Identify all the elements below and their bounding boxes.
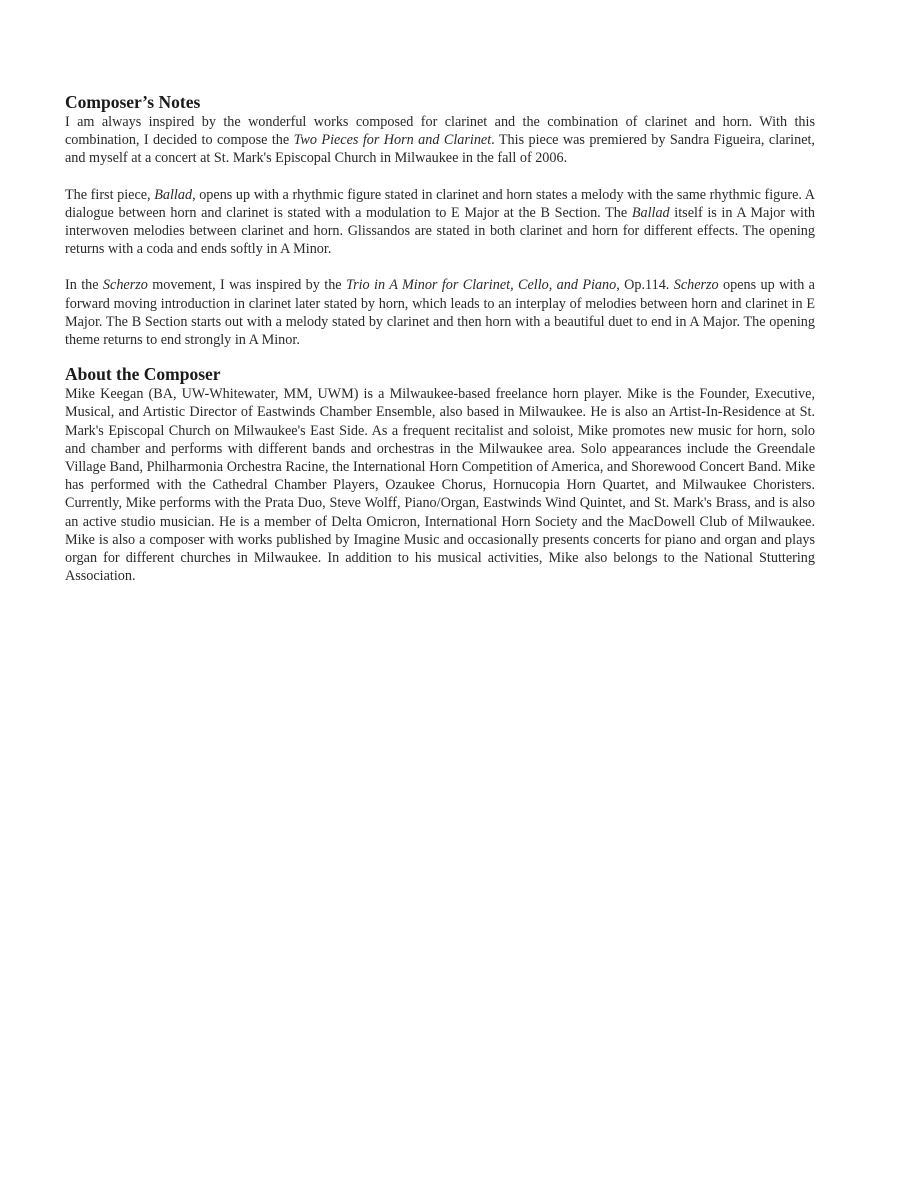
text-run: In the xyxy=(65,277,103,294)
text-run: itself is in A Major with interwoven melodies between clarinet and horn. Glissandos are stated in both clarinet and horn for different effects. The opening returns with a coda and ends softly in A Minor. xyxy=(65,204,815,258)
composers-notes-paragraph-1 xyxy=(65,113,815,168)
italic-title: Ballad xyxy=(154,186,193,203)
about-composer-heading: About the Composer xyxy=(65,364,221,385)
composers-notes-section xyxy=(65,92,815,349)
about-composer-paragraph: Mike Keegan (BA, UW-Whitewater, MM, UWM) is a Milwaukee-based freelance horn player. Mike is the Founder, Executive, Musical, and Artistic Director of Eastwinds Chamber Ensemble, also based in Milwaukee. He is also an Artist-In-Residence at St. Mark's Episcopal Church on Milwaukee's East Side. As a frequent recitalist and soloist, Mike promotes new music for horn, solo and chamber and performs with different bands and orchestras in the Milwaukee area. Solo appearances include the Greendale Village Band, Philharmonia Orchestra Racine, the International Horn Competition of America, and Shorewood Concert Band. Mike has performed with the Cathedral Chamber Players, Ozaukee Chorus, Hornucopia Horn Quartet, and Milwaukee Choristers. Currently, Mike performs with the Prata Duo, Steve Wolff, Piano/Organ, Eastwinds Wind Quintet, and St. Mark's Brass, and is also an active studio musician. He is a member of Delta Omicron, International Horn Society and the MacDowell Club of Milwaukee. Mike is also a composer with works published by Imagine Music and occasionally presents concerts for piano and organ and plays organ for different churches in Milwaukee. In addition to his musical activities, Mike also belongs to the National Stuttering Association. xyxy=(65,386,815,585)
italic-title: Scherzo xyxy=(673,277,719,294)
text-run: I am always inspired by the wonderful works composed for clarinet and the combination of clarinet and horn. With this combination, I decided to compose the xyxy=(65,114,815,149)
italic-title: Two Pieces for Horn and Clarinet xyxy=(293,132,492,149)
italic-title: Ballad xyxy=(631,204,670,221)
composers-notes-paragraph-2 xyxy=(65,186,815,259)
italic-title: Scherzo xyxy=(102,277,148,294)
composers-notes-paragraph-3 xyxy=(65,276,815,349)
text-run: The first piece, xyxy=(65,186,155,203)
about-composer-section xyxy=(65,364,815,585)
text-run: movement, I was inspired by the xyxy=(147,277,346,294)
italic-title: Trio in A Minor for Clarinet, Cello, and Piano xyxy=(345,277,617,294)
text-run: . This piece was premiered by Sandra Figueira, clarinet, and myself at a concert at St. Mark's Episcopal Church in Milwaukee in the fall of 2006. xyxy=(65,132,815,167)
composers-notes-heading: Composer’s Notes xyxy=(65,92,201,112)
text-run: opens up with a forward moving introduction in clarinet later stated by horn, which leads to an interplay of melodies between horn and clarinet in E Major. The B Section starts out with a melody stated by clarinet and then horn with a beautiful duet to end in A Major. The opening theme returns to end strongly in A Minor. xyxy=(65,277,815,349)
text-run: , opens up with a rhythmic figure stated in clarinet and horn states a melody with the same rhythmic figure. A dialogue between horn and clarinet is stated with a modulation to E Major at the B Section. The xyxy=(65,186,815,221)
text-run: , Op.114. xyxy=(616,277,674,294)
document-page xyxy=(65,92,815,585)
